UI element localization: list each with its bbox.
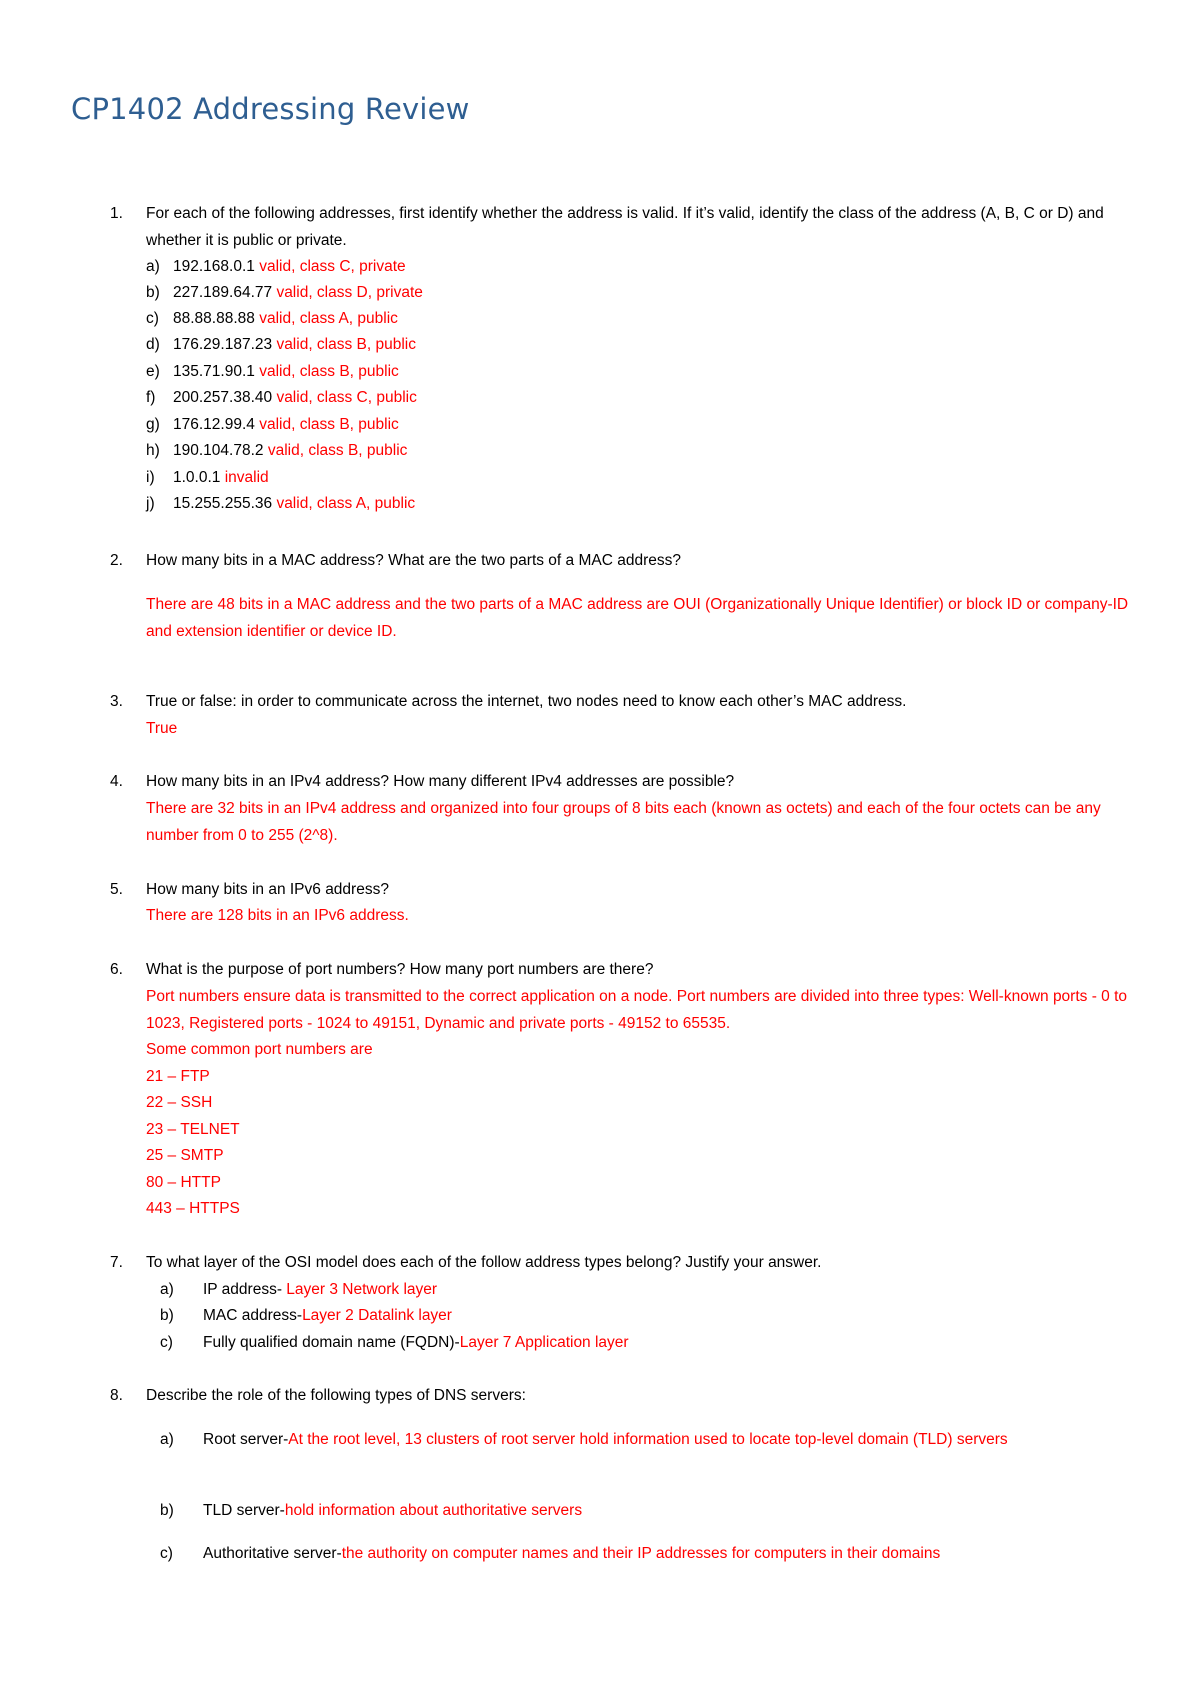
item-letter: b) xyxy=(160,1307,174,1324)
answer-text: Layer 2 Datalink layer xyxy=(302,1307,452,1324)
ip-address: 88.88.88.88 xyxy=(173,310,255,327)
item-letter: d) xyxy=(146,336,160,353)
question-text: Describe the role of the following types of DNS servers: xyxy=(146,1387,526,1404)
item-letter: f) xyxy=(146,389,156,406)
question-number: 4. xyxy=(110,773,123,790)
answer-text: invalid xyxy=(224,469,269,486)
port-item: 23 – TELNET xyxy=(146,1121,240,1138)
item-letter: c) xyxy=(160,1545,173,1562)
question-number: 2. xyxy=(110,552,123,569)
item-label: TLD server- xyxy=(203,1502,285,1519)
question-text: How many bits in an IPv4 address? How many different IPv4 addresses are possible? xyxy=(146,773,735,790)
ip-address: 227.189.64.77 xyxy=(173,284,273,301)
ip-address: 176.12.99.4 xyxy=(173,416,255,433)
question-text: How many bits in a MAC address? What are the two parts of a MAC address? xyxy=(146,552,681,569)
item-label: MAC address- xyxy=(203,1307,303,1324)
question-text: To what layer of the OSI model does each of the follow address types belong? Justify your answer. xyxy=(146,1254,822,1271)
ip-address: 192.168.0.1 xyxy=(173,258,255,275)
answer-text: Port numbers ensure data is transmitted to the correct application on a node. Port numbers are divided into three types: Well-known ports - 0 to 1023, Registered ports - 1024 to 49151, Dynamic and private ports - 49152 to 65535. xyxy=(146,988,1128,1032)
question-text: For each of the following addresses, first identify whether the address is valid. If it’s valid, identify the class of the address (A, B, C or D) and whether it is public or private. xyxy=(146,205,1104,249)
question-number: 1. xyxy=(110,205,123,222)
port-item: 25 – SMTP xyxy=(146,1147,224,1164)
item-letter: c) xyxy=(160,1334,173,1351)
item-label: Fully qualified domain name (FQDN)- xyxy=(203,1334,460,1351)
answer-text: Some common port numbers are xyxy=(146,1041,373,1058)
answer-text: valid, class B, public xyxy=(267,442,408,459)
answer-text: valid, class A, public xyxy=(259,310,398,327)
item-letter: e) xyxy=(146,363,160,380)
answer-text: valid, class B, public xyxy=(259,363,399,380)
answer-text: There are 32 bits in an IPv4 address and organized into four groups of 8 bits each (known as octets) and each of the four octets can be any number from 0 to 255 (2^8). xyxy=(146,800,1101,844)
answer-text: valid, class B, public xyxy=(259,416,399,433)
item-letter: h) xyxy=(146,442,160,459)
answer-text: valid, class A, public xyxy=(276,495,416,512)
answer-text: the authority on computer names and their IP addresses for computers in their domains xyxy=(341,1545,941,1562)
port-item: 443 – HTTPS xyxy=(146,1200,240,1217)
port-item: 22 – SSH xyxy=(146,1094,213,1111)
answer-text: hold information about authoritative servers xyxy=(284,1502,583,1519)
ip-address: 135.71.90.1 xyxy=(173,363,255,380)
answer-text: valid, class B, public xyxy=(276,336,416,353)
answer-text: There are 48 bits in a MAC address and the two parts of a MAC address are OUI (Organizationally Unique Identifier) or block ID or company-ID and extension identifier or device ID. xyxy=(146,596,1129,640)
question-number: 7. xyxy=(110,1254,123,1271)
ip-address: 190.104.78.2 xyxy=(173,442,264,459)
question-text: What is the purpose of port numbers? How many port numbers are there? xyxy=(146,961,654,978)
answer-text: valid, class C, private xyxy=(259,258,406,275)
item-letter: j) xyxy=(146,495,155,512)
answer-text: valid, class C, public xyxy=(276,389,417,406)
answer-text: valid, class D, private xyxy=(276,284,423,301)
question-text: How many bits in an IPv6 address? xyxy=(146,881,389,898)
port-item: 80 – HTTP xyxy=(146,1174,221,1191)
question-text: True or false: in order to communicate across the internet, two nodes need to know each other’s MAC address. xyxy=(146,693,907,710)
item-letter: b) xyxy=(160,1502,174,1519)
item-letter: b) xyxy=(146,284,160,301)
item-letter: i) xyxy=(146,469,155,486)
question-number: 6. xyxy=(110,961,123,978)
item-letter: a) xyxy=(160,1281,174,1298)
item-label: Authoritative server- xyxy=(203,1545,342,1562)
item-letter: a) xyxy=(146,258,160,275)
item-label: Root server- xyxy=(203,1431,289,1448)
ip-address: 200.257.38.40 xyxy=(173,389,273,406)
answer-text: At the root level, 13 clusters of root server hold information used to locate top-level domain (TLD) servers xyxy=(288,1431,1008,1448)
page-title: CP1402 Addressing Review xyxy=(71,92,470,126)
answer-text: Layer 3 Network layer xyxy=(286,1281,438,1298)
question-number: 5. xyxy=(110,881,123,898)
item-label: IP address- xyxy=(203,1281,287,1298)
ip-address: 176.29.187.23 xyxy=(173,336,273,353)
ip-address: 15.255.255.36 xyxy=(173,495,273,512)
ip-address: 1.0.0.1 xyxy=(173,469,221,486)
question-number: 8. xyxy=(110,1387,123,1404)
answer-text: There are 128 bits in an IPv6 address. xyxy=(146,907,409,924)
item-letter: g) xyxy=(146,416,160,433)
answer-text: Layer 7 Application layer xyxy=(459,1334,629,1351)
port-item: 21 – FTP xyxy=(146,1068,210,1085)
answer-text: True xyxy=(146,720,178,737)
item-letter: c) xyxy=(146,310,159,327)
item-letter: a) xyxy=(160,1431,174,1448)
question-number: 3. xyxy=(110,693,123,710)
